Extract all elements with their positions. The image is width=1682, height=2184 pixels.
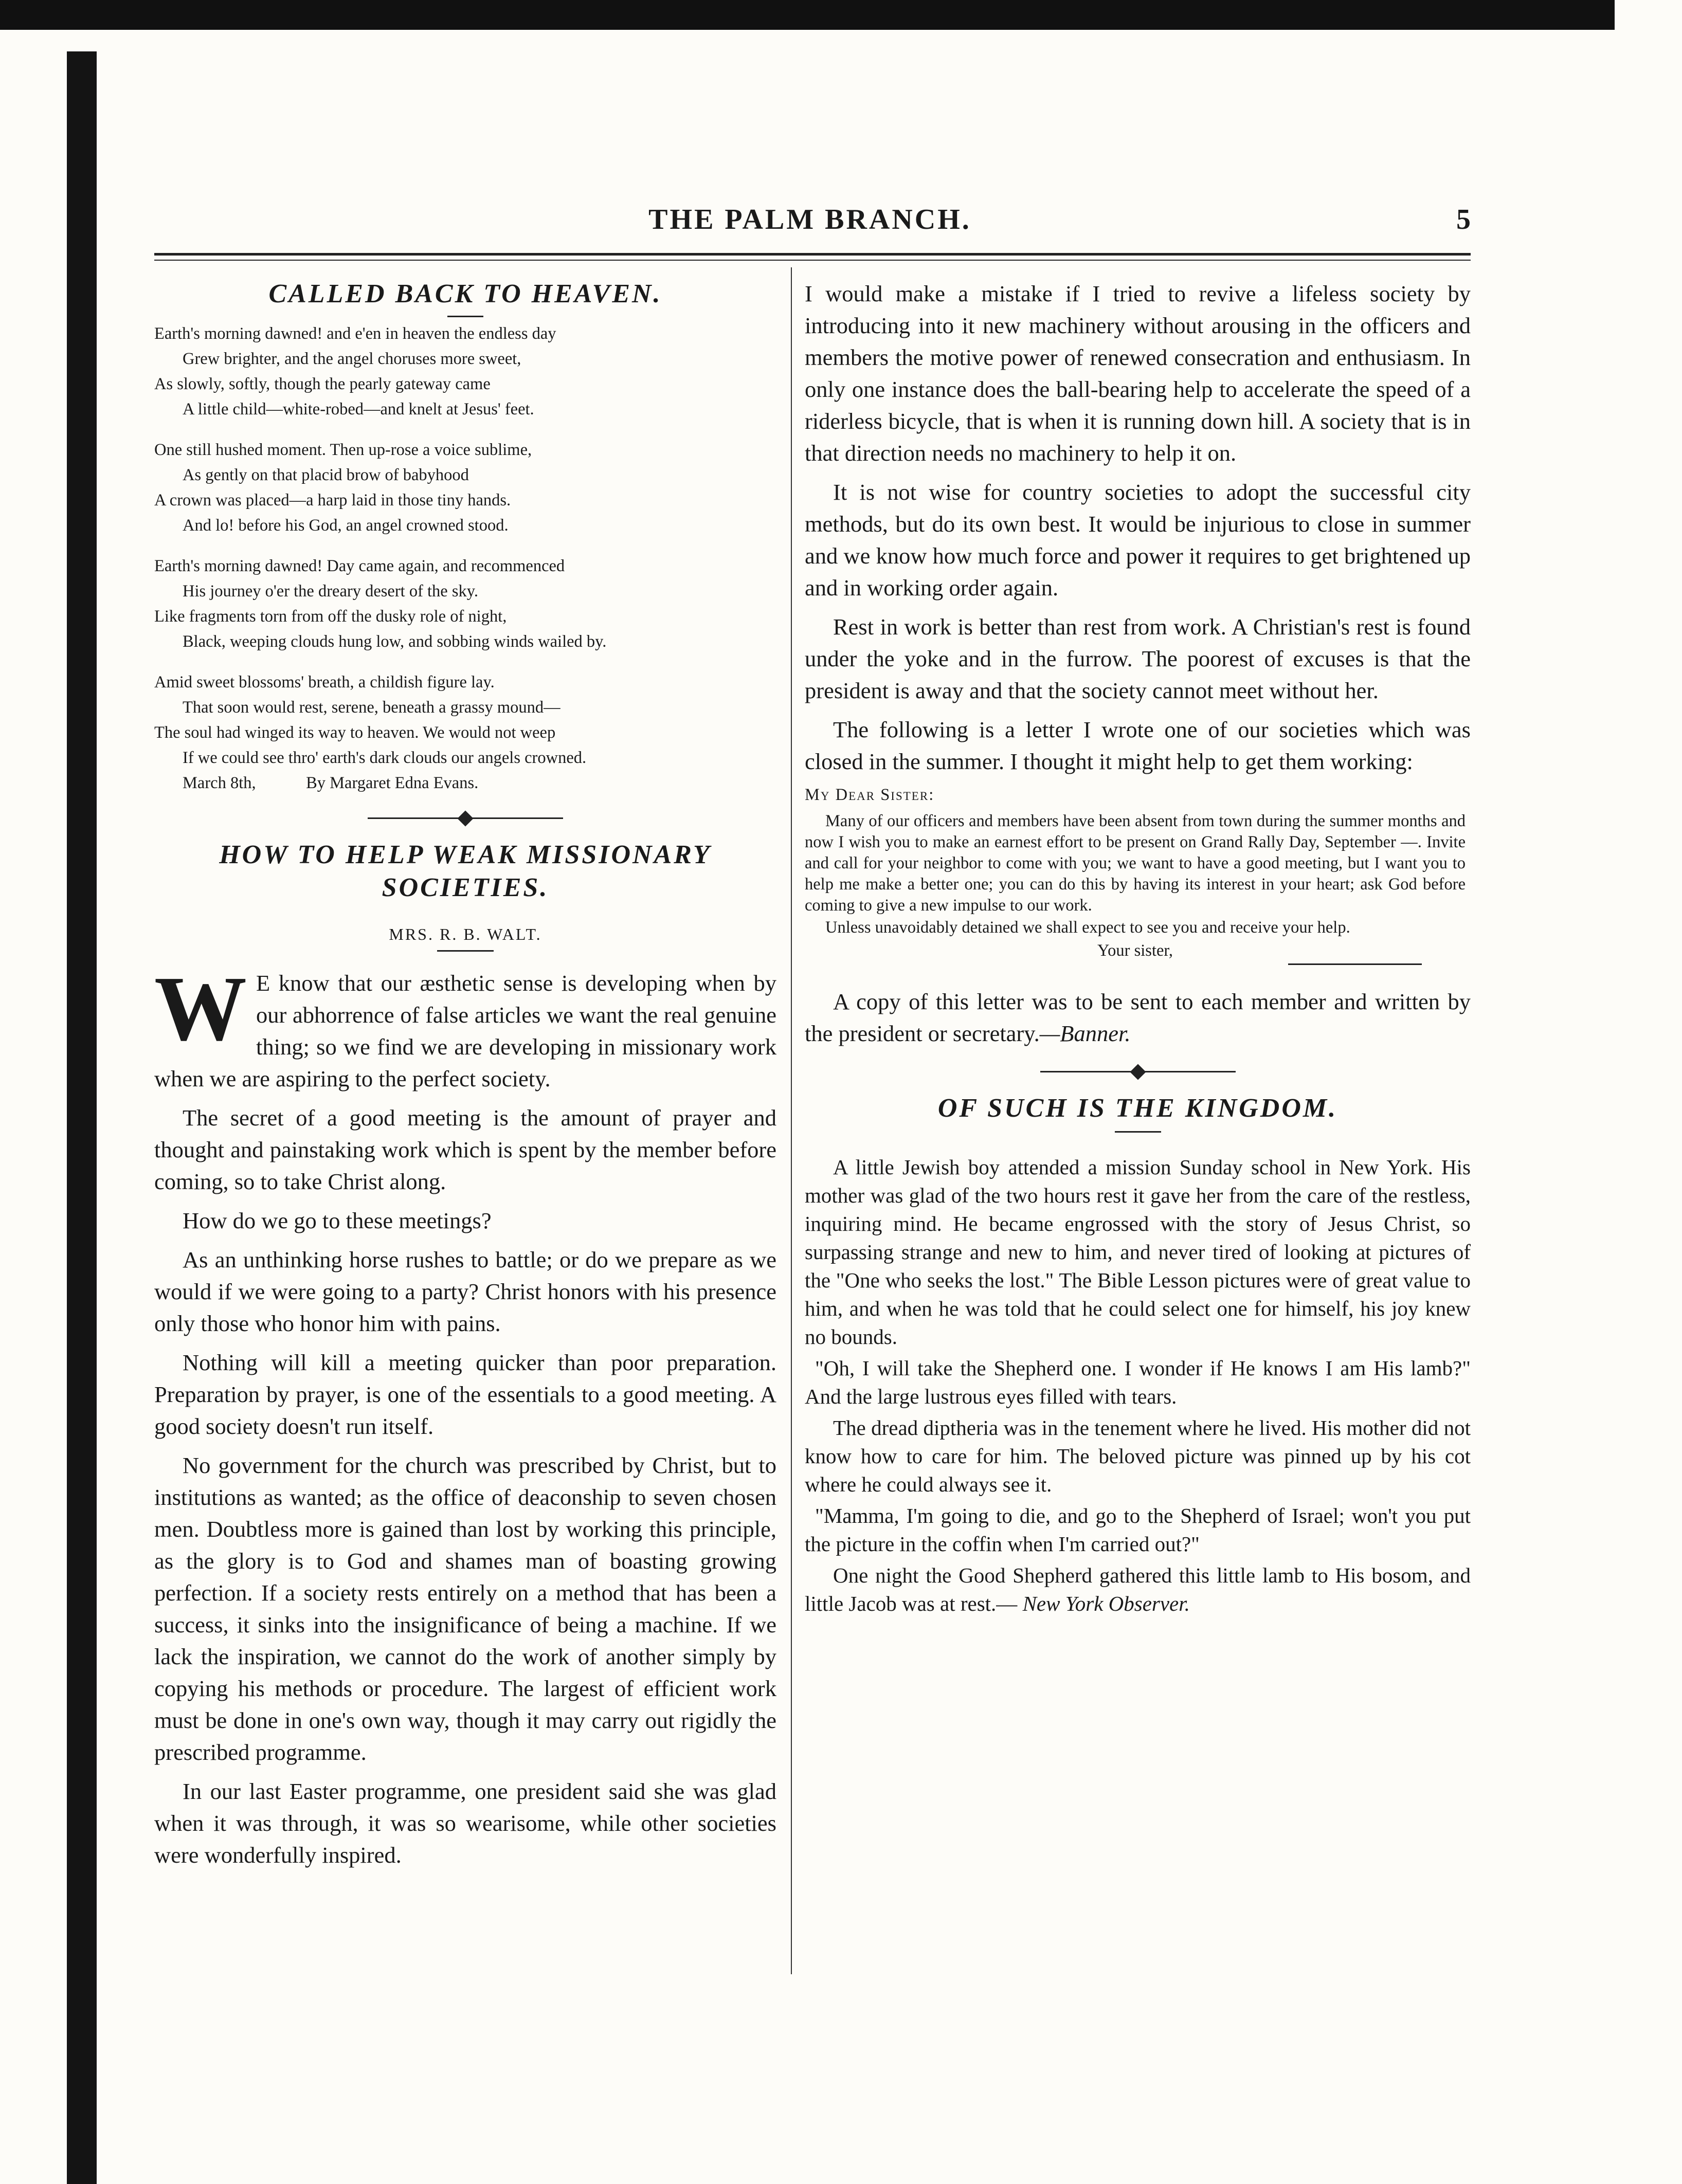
- story-source: New York Observer.: [1022, 1592, 1190, 1615]
- paragraph-text: A copy of this letter was to be sent to each member and written by the president or secretary.: [805, 989, 1471, 1046]
- right-column: [805, 278, 1471, 1621]
- poem-line: And lo! before his God, an angel crowned stood.: [183, 516, 509, 535]
- paragraph-text: E know that our æsthetic sense is developing when by our abhorrence of false articles we want the real genuine thing; so we find we are developing in missionary work when we are aspiring to the perfect society.: [154, 970, 776, 1091]
- poem-date: March 8th,: [183, 774, 256, 792]
- letter-paragraph: Unless unavoidably detained we shall expect to see you and receive your help.: [825, 918, 1350, 937]
- poem-stanza: [154, 321, 776, 422]
- poem-line: A crown was placed—a harp laid in those tiny hands.: [154, 491, 511, 509]
- poem-stanza: [154, 670, 776, 771]
- poem-line: One still hushed moment. Then up-rose a voice sublime,: [154, 441, 532, 459]
- article-ending: [805, 986, 1471, 1049]
- page-number: 5: [1456, 204, 1471, 235]
- section-separator: [1040, 1071, 1236, 1072]
- article-paragraph: As an unthinking horse rushes to battle; or do we prepare as we would if we were going to a party? Christ honors with his presence only those who honor him with pains.: [154, 1247, 776, 1336]
- letter-salutation: My Dear Sister:: [805, 786, 935, 804]
- poem-line: His journey o'er the dreary desert of the sky.: [183, 582, 479, 600]
- letter: [805, 785, 1466, 961]
- article-paragraph: The following is a letter I wrote one of our societies which was closed in the summer. I thought it might help to get them working:: [805, 717, 1471, 774]
- poem-line: Grew brighter, and the angel choruses more sweet,: [183, 350, 521, 368]
- scan-binding-edge: [67, 51, 97, 2184]
- article-paragraph: No government for the church was prescribed by Christ, but to institutions as wanted; as the office of deaconship to seven chosen men. Doubtless more is gained than lost by working this principle, as the glory is to God and shames man of boasting growing perfection. If a society rests entirely on a method that has been a success, it sinks into the insignificance of being a machine. If we lack the inspiration, we cannot do the work of another simply by copying his methods or procedure. The largest of efficient work must be done in one's own way, though it may carry out rigidly the prescribed programme.: [154, 1452, 776, 1765]
- article-title: [154, 839, 776, 904]
- poem-line: Amid sweet blossoms' breath, a childish figure lay.: [154, 673, 495, 691]
- poem-line: Earth's morning dawned! Day came again, and recommenced: [154, 557, 565, 575]
- story-paragraph: A little Jewish boy attended a mission Sunday school in New York. His mother was glad of the two hours rest it gave her from the care of the restless, inquiring mind. He became engrossed with the story of Jesus Christ, so surpassing strange and new to him, and never tired of looking at pictures of the "One who seeks the lost." The Bible Lesson pictures were of great value to him, and when he was told that he could select one for himself, his joy knew no bounds.: [805, 1155, 1471, 1349]
- article-paragraph: It is not wise for country societies to adopt the successful city methods, but do its own best. It would be injurious to close in summer and we know how much force and power it requires to get brightened up and in working order again.: [805, 479, 1471, 600]
- section-separator: [368, 817, 563, 819]
- story-title: OF SUCH IS THE KINGDOM.: [937, 1094, 1338, 1123]
- article-paragraph: How do we go to these meetings?: [183, 1208, 492, 1233]
- drop-cap: W: [154, 957, 247, 1060]
- header-rule-thick: [154, 253, 1471, 256]
- poem-stanza: [154, 554, 776, 654]
- poem-line: Like fragments torn from off the dusky role of night,: [154, 607, 507, 626]
- paragraph-text: One night the Good Shepherd gathered this little lamb to His bosom, and little Jacob was at rest.—: [805, 1563, 1471, 1615]
- letter-closing: Your sister,: [1097, 941, 1173, 960]
- poem-line: As slowly, softly, though the pearly gateway came: [154, 375, 491, 393]
- poem-line: The soul had winged its way to heaven. We would not weep: [154, 723, 556, 742]
- poem-title: CALLED BACK TO HEAVEN.: [268, 279, 662, 308]
- article-paragraph: Rest in work is better than rest from work. A Christian's rest is found under the yoke and in the furrow. The poorest of excuses is that the president is away and that the society cannot meet without her.: [805, 614, 1471, 703]
- left-column: [154, 278, 776, 1878]
- story-body: [805, 1153, 1471, 1618]
- article-body: [154, 957, 776, 1871]
- poem-line: That soon would rest, serene, beneath a grassy mound—: [183, 698, 560, 717]
- masthead: THE PALM BRANCH.: [648, 204, 971, 235]
- article-paragraph: The secret of a good meeting is the amount of prayer and thought and painstaking work which is spent by the member before coming, so to take Christ along.: [154, 1105, 776, 1194]
- poem-line: If we could see thro' earth's dark clouds our angels crowned.: [183, 749, 587, 767]
- article-paragraph: I would make a mistake if I tried to revive a lifeless society by introducing into it new machinery without arousing in the officers and members the motive power of renewed consecration and enthusiasm. In only one instance does the ball-bearing help to accelerate the speed of a riderless bicycle, that is when it is running down hill. A society that is in that direction needs no machinery to help it on.: [805, 281, 1471, 466]
- article-author: MRS. R. B. WALT.: [389, 925, 542, 943]
- title-rule: [447, 316, 483, 317]
- story-paragraph: "Oh, I will take the Shepherd one. I wonder if He knows I am His lamb?" And the large lustrous eyes filled with tears.: [805, 1356, 1471, 1408]
- letter-rule: [1288, 963, 1422, 965]
- poem-byline: By Margaret Edna Evans.: [306, 774, 479, 792]
- article-paragraph: In our last Easter programme, one president said she was glad when it was through, it was so wearisome, while other societies were wonderfully inspired.: [154, 1778, 776, 1868]
- article-paragraph: [805, 986, 1471, 1049]
- poem-line: As gently on that placid brow of babyhood: [183, 466, 469, 484]
- poem-line: Earth's morning dawned! and e'en in heaven the endless day: [154, 324, 556, 343]
- letter-paragraph: Many of our officers and members have been absent from town during the summer months and now I wish you to make an earnest effort to be present on Grand Rally Day, September —. Invite and call for your neighbor to come with you; we want to have a good meeting, but I want you to help me make a better one; you can do this by having its interest in your heart; ask God before coming to give a new impulse to our work.: [805, 812, 1466, 915]
- article-title-line: SOCIETIES.: [382, 873, 549, 902]
- story-paragraph: [805, 1561, 1471, 1618]
- page-header: [149, 203, 1471, 239]
- poem-line: Black, weeping clouds hung low, and sobbing winds wailed by.: [183, 632, 607, 651]
- poem-signature: [154, 771, 776, 796]
- column-divider: [791, 267, 792, 1974]
- article-body-continued: [805, 278, 1471, 777]
- article-paragraph: [154, 957, 776, 1095]
- article-title-line: HOW TO HELP WEAK MISSIONARY: [219, 840, 712, 869]
- poem-stanza: [154, 438, 776, 538]
- scan-top-edge: [0, 0, 1615, 30]
- story-paragraph: "Mamma, I'm going to die, and go to the Shepherd of Israel; won't you put the picture in the coffin when I'm carried out?": [805, 1504, 1471, 1556]
- article-source: —Banner.: [1039, 1021, 1131, 1046]
- title-rule: [1115, 1131, 1161, 1133]
- story-paragraph: The dread diptheria was in the tenement where he lived. His mother did not know how to care for him. The beloved picture was pinned up by his cot where he could always see it.: [805, 1416, 1471, 1496]
- poem-line: A little child—white-robed—and knelt at Jesus' feet.: [183, 400, 534, 418]
- article-paragraph: Nothing will kill a meeting quicker than poor preparation. Preparation by prayer, is one of the essentials to a good meeting. A good society doesn't run itself.: [154, 1350, 776, 1439]
- header-rule-thin: [154, 260, 1471, 261]
- author-rule: [437, 950, 494, 952]
